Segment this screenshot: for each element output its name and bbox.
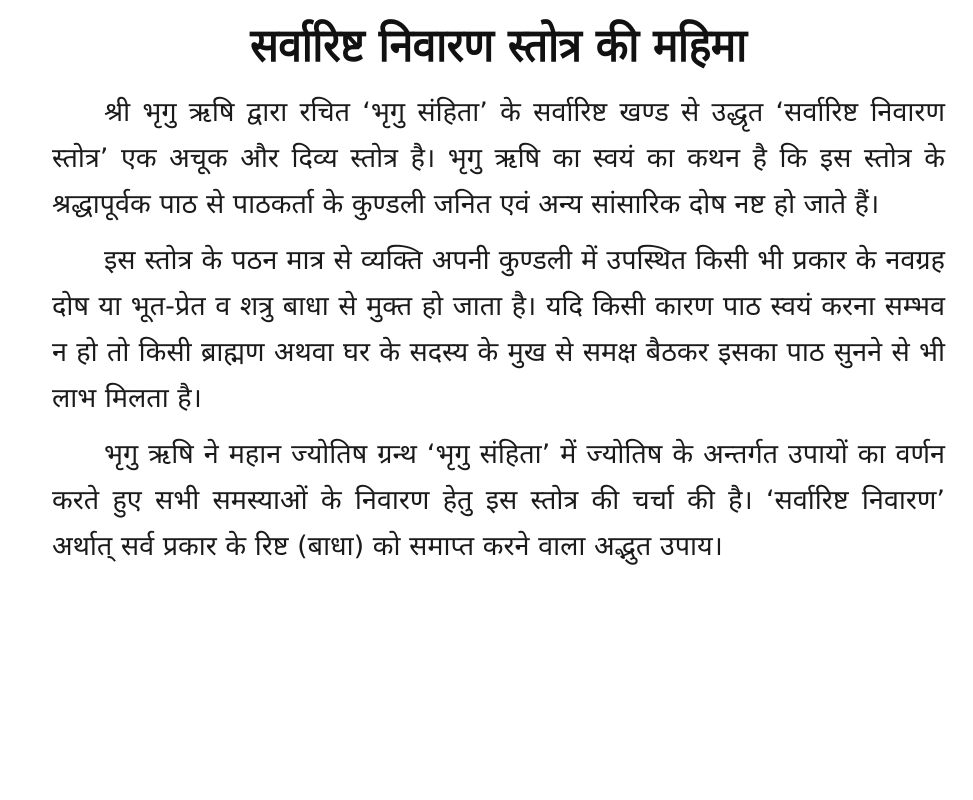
page-title: सर्वारिष्ट निवारण स्तोत्र की महिमा: [250, 18, 747, 72]
paragraph-1: श्री भृगु ऋषि द्वारा रचित ‘भृगु संहिता’ के सर्वारिष्ट खण्ड से उद्धृत ‘सर्वारिष्ट निवारण स्तोत्र’ एक अचूक और दिव्य स्तोत्र है। भृगु ऋषि का स्वयं का कथन है कि इस स्तोत्र के श्रद्धापूर्वक पाठ से पाठकर्ता के कुण्डली जनित एवं अन्य सांसारिक दोष नष्ट हो जाते हैं।: [52, 97, 945, 220]
paragraph-3: भृगु ऋषि ने महान ज्योतिष ग्रन्थ ‘भृगु संहिता’ में ज्योतिष के अन्तर्गत उपायों का वर्णन करते हुए सभी समस्याओं के निवारण हेतु इस स्तोत्र की चर्चा की है। ‘सर्वारिष्ट निवारण’ अर्थात् सर्व प्रकार के रिष्ट (बाधा) को समाप्त करने वाला अद्भुत उपाय।: [52, 439, 945, 562]
paragraph-2: इस स्तोत्र के पठन मात्र से व्यक्ति अपनी कुण्डली में उपस्थित किसी भी प्रकार के नवग्रह दोष या भूत-प्रेत व शत्रु बाधा से मुक्त हो जाता है। यदि किसी कारण पाठ स्वयं करना सम्भव न हो तो किसी ब्राह्मण अथवा घर के सदस्य के मुख से समक्ष बैठकर इसका पाठ सुनने से भी लाभ मिलता है।: [52, 245, 945, 414]
